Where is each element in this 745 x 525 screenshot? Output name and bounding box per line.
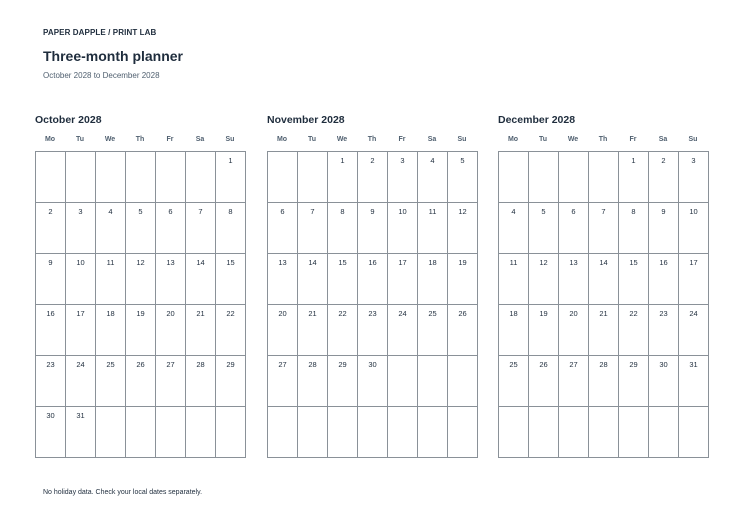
day-number: 24 [398, 309, 407, 318]
day-cell [268, 254, 298, 305]
day-cell [66, 254, 96, 305]
day-number: 30 [46, 411, 55, 420]
day-cell [388, 152, 418, 203]
weekday-label: We [336, 136, 348, 143]
weekday-header [35, 133, 246, 147]
day-cell [36, 356, 66, 407]
month-grid [498, 151, 709, 458]
day-cell [529, 305, 559, 356]
day-cell [589, 152, 619, 203]
day-number: 17 [398, 258, 407, 267]
weekday-header [498, 133, 709, 147]
weekday-label: Th [598, 136, 608, 143]
page-title: Three-month planner [43, 48, 184, 64]
weekday-label: Mo [44, 136, 56, 143]
day-cell [126, 254, 156, 305]
day-cell [66, 203, 96, 254]
day-number: 12 [136, 258, 145, 267]
day-number: 11 [428, 207, 437, 216]
day-cell [589, 305, 619, 356]
day-number: 17 [689, 258, 698, 267]
day-cell [328, 254, 358, 305]
day-number: 2 [661, 156, 666, 165]
day-cell [216, 407, 246, 458]
day-cell [156, 152, 186, 203]
day-number: 12 [539, 258, 548, 267]
day-cell [619, 356, 649, 407]
day-cell [448, 254, 478, 305]
weekday-label: Mo [276, 136, 288, 143]
day-cell [559, 203, 589, 254]
day-cell [96, 305, 126, 356]
day-number: 5 [138, 207, 143, 216]
weekday-label: Th [367, 136, 377, 143]
day-number: 10 [398, 207, 407, 216]
day-number: 6 [168, 207, 173, 216]
day-cell [358, 305, 388, 356]
day-cell [358, 407, 388, 458]
day-number: 11 [106, 258, 115, 267]
day-number: 28 [599, 360, 608, 369]
day-cell [388, 254, 418, 305]
day-number: 2 [48, 207, 53, 216]
day-cell [156, 305, 186, 356]
day-number: 22 [226, 309, 235, 318]
day-number: 6 [571, 207, 576, 216]
day-cell [559, 305, 589, 356]
day-cell [186, 356, 216, 407]
day-cell [529, 203, 559, 254]
day-cell [66, 152, 96, 203]
day-number: 21 [308, 309, 317, 318]
day-number: 21 [196, 309, 205, 318]
day-cell [589, 203, 619, 254]
day-cell [216, 254, 246, 305]
day-cell [499, 152, 529, 203]
day-number: 24 [689, 309, 698, 318]
day-cell [448, 203, 478, 254]
day-cell [529, 356, 559, 407]
day-cell [679, 203, 709, 254]
weekday-label: Sa [195, 136, 205, 143]
day-cell [66, 305, 96, 356]
day-number: 10 [76, 258, 85, 267]
day-cell [679, 254, 709, 305]
day-cell [559, 407, 589, 458]
day-cell [388, 407, 418, 458]
day-number: 13 [569, 258, 578, 267]
day-cell [649, 407, 679, 458]
day-number: 27 [569, 360, 578, 369]
month-title: November 2028 [267, 114, 345, 126]
day-cell [186, 152, 216, 203]
day-cell [358, 203, 388, 254]
day-number: 23 [46, 360, 55, 369]
day-number: 26 [458, 309, 467, 318]
day-cell [96, 356, 126, 407]
day-cell [388, 356, 418, 407]
day-cell [679, 152, 709, 203]
day-cell [66, 356, 96, 407]
day-number: 28 [196, 360, 205, 369]
day-number: 19 [136, 309, 145, 318]
day-cell [96, 152, 126, 203]
day-cell [268, 356, 298, 407]
day-cell [448, 305, 478, 356]
day-cell [36, 305, 66, 356]
day-number: 7 [310, 207, 315, 216]
day-number: 15 [338, 258, 347, 267]
day-cell [679, 305, 709, 356]
day-number: 1 [228, 156, 233, 165]
weekday-label: Tu [307, 136, 317, 143]
day-number: 23 [659, 309, 668, 318]
day-number: 7 [198, 207, 203, 216]
month-december [498, 114, 709, 458]
day-number: 31 [76, 411, 85, 420]
day-cell [216, 305, 246, 356]
day-cell [649, 152, 679, 203]
day-cell [418, 356, 448, 407]
day-number: 8 [631, 207, 636, 216]
day-cell [649, 254, 679, 305]
day-cell [679, 356, 709, 407]
day-number: 13 [278, 258, 287, 267]
day-number: 9 [661, 207, 666, 216]
month-october [35, 114, 246, 458]
day-number: 22 [338, 309, 347, 318]
day-cell [589, 407, 619, 458]
day-cell [298, 152, 328, 203]
day-number: 23 [368, 309, 377, 318]
page-subtitle: October 2028 to December 2028 [43, 71, 160, 80]
day-cell [448, 152, 478, 203]
month-title: December 2028 [498, 114, 576, 126]
footer-note: No holiday data. Check your local dates separately. [43, 489, 203, 496]
weekday-label: We [567, 136, 579, 143]
day-number: 20 [569, 309, 578, 318]
day-number: 13 [166, 258, 175, 267]
weekday-label: Su [457, 136, 467, 143]
day-cell [619, 305, 649, 356]
month-title: October 2028 [35, 114, 102, 126]
weekday-label: Sa [658, 136, 668, 143]
day-cell [619, 254, 649, 305]
day-cell [529, 407, 559, 458]
day-cell [96, 254, 126, 305]
day-number: 7 [601, 207, 606, 216]
day-cell [156, 356, 186, 407]
day-cell [298, 254, 328, 305]
day-cell [499, 203, 529, 254]
day-cell [186, 254, 216, 305]
day-cell [126, 203, 156, 254]
day-cell [559, 356, 589, 407]
day-number: 4 [430, 156, 435, 165]
day-number: 14 [196, 258, 205, 267]
day-number: 17 [76, 309, 85, 318]
day-cell [328, 356, 358, 407]
weekday-label: Fr [398, 136, 406, 143]
day-cell [186, 407, 216, 458]
day-cell [589, 254, 619, 305]
day-number: 31 [689, 360, 698, 369]
day-number: 5 [460, 156, 465, 165]
day-cell [619, 407, 649, 458]
weekday-label: Su [688, 136, 698, 143]
day-cell [619, 203, 649, 254]
day-cell [298, 356, 328, 407]
day-cell [156, 254, 186, 305]
day-cell [529, 254, 559, 305]
day-number: 15 [629, 258, 638, 267]
day-number: 3 [691, 156, 696, 165]
day-cell [649, 203, 679, 254]
day-cell [499, 254, 529, 305]
day-cell [36, 152, 66, 203]
day-cell [418, 152, 448, 203]
day-cell [156, 407, 186, 458]
day-cell [589, 356, 619, 407]
day-cell [388, 305, 418, 356]
day-number: 28 [308, 360, 317, 369]
day-number: 20 [166, 309, 175, 318]
day-cell [418, 254, 448, 305]
day-number: 27 [278, 360, 287, 369]
day-number: 18 [509, 309, 518, 318]
day-cell [448, 356, 478, 407]
day-number: 10 [689, 207, 698, 216]
month-grid [35, 151, 246, 458]
day-cell [66, 407, 96, 458]
day-number: 1 [631, 156, 636, 165]
weekday-label: Th [135, 136, 145, 143]
day-cell [649, 356, 679, 407]
day-number: 9 [370, 207, 375, 216]
day-number: 22 [629, 309, 638, 318]
day-cell [358, 254, 388, 305]
weekday-label: Tu [538, 136, 548, 143]
day-number: 4 [511, 207, 516, 216]
day-cell [36, 254, 66, 305]
day-cell [388, 203, 418, 254]
day-number: 16 [659, 258, 668, 267]
day-cell [268, 407, 298, 458]
day-number: 2 [370, 156, 375, 165]
day-cell [328, 305, 358, 356]
weekday-label: Tu [75, 136, 85, 143]
day-number: 16 [46, 309, 55, 318]
day-number: 20 [278, 309, 287, 318]
day-cell [298, 305, 328, 356]
day-cell [36, 407, 66, 458]
day-cell [216, 152, 246, 203]
day-cell [559, 152, 589, 203]
day-cell [36, 203, 66, 254]
day-number: 25 [106, 360, 115, 369]
day-number: 19 [539, 309, 548, 318]
day-cell [96, 203, 126, 254]
day-cell [298, 203, 328, 254]
day-cell [328, 203, 358, 254]
day-number: 19 [458, 258, 467, 267]
day-number: 8 [340, 207, 345, 216]
day-number: 29 [338, 360, 347, 369]
day-cell [216, 356, 246, 407]
day-cell [96, 407, 126, 458]
weekday-label: Fr [629, 136, 637, 143]
day-cell [186, 203, 216, 254]
day-number: 18 [428, 258, 437, 267]
day-cell [126, 152, 156, 203]
day-cell [216, 203, 246, 254]
day-cell [268, 152, 298, 203]
day-number: 21 [599, 309, 608, 318]
day-number: 15 [226, 258, 235, 267]
day-cell [358, 152, 388, 203]
day-cell [358, 356, 388, 407]
day-number: 11 [509, 258, 518, 267]
day-cell [529, 152, 559, 203]
day-number: 24 [76, 360, 85, 369]
day-number: 29 [629, 360, 638, 369]
day-number: 27 [166, 360, 175, 369]
day-cell [126, 407, 156, 458]
day-number: 4 [108, 207, 113, 216]
day-number: 25 [509, 360, 518, 369]
day-cell [268, 203, 298, 254]
day-number: 18 [106, 309, 115, 318]
day-number: 29 [226, 360, 235, 369]
day-cell [126, 356, 156, 407]
day-cell [298, 407, 328, 458]
day-number: 14 [308, 258, 317, 267]
day-cell [499, 305, 529, 356]
day-cell [328, 407, 358, 458]
day-cell [679, 407, 709, 458]
day-cell [126, 305, 156, 356]
weekday-label: Su [225, 136, 235, 143]
day-number: 12 [458, 207, 467, 216]
day-number: 3 [78, 207, 83, 216]
day-number: 9 [48, 258, 53, 267]
day-cell [499, 407, 529, 458]
day-number: 8 [228, 207, 233, 216]
day-number: 25 [428, 309, 437, 318]
day-cell [418, 203, 448, 254]
day-cell [499, 356, 529, 407]
day-number: 3 [400, 156, 405, 165]
day-number: 16 [368, 258, 377, 267]
day-cell [418, 407, 448, 458]
day-cell [186, 305, 216, 356]
day-cell [559, 254, 589, 305]
day-number: 26 [136, 360, 145, 369]
day-number: 6 [280, 207, 285, 216]
day-cell [268, 305, 298, 356]
day-number: 1 [340, 156, 345, 165]
weekday-header [267, 133, 478, 147]
day-number: 30 [659, 360, 668, 369]
day-cell [418, 305, 448, 356]
day-cell [156, 203, 186, 254]
day-number: 14 [599, 258, 608, 267]
day-number: 5 [541, 207, 546, 216]
day-cell [649, 305, 679, 356]
brand-label: PAPER DAPPLE / PRINT LAB [43, 28, 157, 37]
day-cell [328, 152, 358, 203]
weekday-label: We [104, 136, 116, 143]
weekday-label: Mo [507, 136, 519, 143]
day-number: 26 [539, 360, 548, 369]
day-cell [448, 407, 478, 458]
weekday-label: Sa [427, 136, 437, 143]
weekday-label: Fr [166, 136, 174, 143]
day-cell [619, 152, 649, 203]
month-grid [267, 151, 478, 458]
day-number: 30 [368, 360, 377, 369]
month-november [267, 114, 478, 458]
